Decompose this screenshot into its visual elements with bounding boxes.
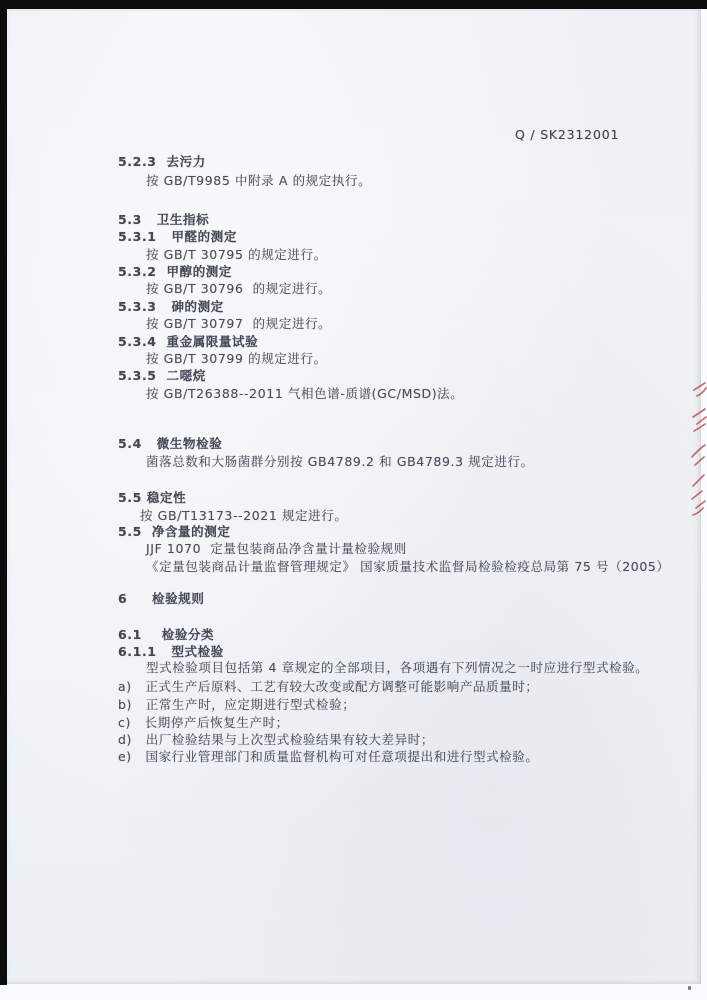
clause-5-3-5-heading: 5.3.5 二噁烷 — [118, 368, 206, 383]
list-item-a: a) 正式生产后原料、工艺有较大改变或配方调整可能影响产品质量时； — [118, 679, 539, 694]
clause-6-1-heading: 6.1 检验分类 — [118, 627, 215, 642]
clause-5-3-4-heading: 5.3.4 重金属限量试验 — [118, 334, 259, 349]
clause-5-4-body: 菌落总数和大肠菌群分别按 GB4789.2 和 GB4789.3 规定进行。 — [146, 454, 534, 469]
chapter-6-heading: 6 检验规则 — [118, 591, 205, 606]
clause-5-3-2-heading: 5.3.2 甲醇的测定 — [118, 264, 232, 279]
scan-frame-left — [0, 0, 7, 985]
clause-5-5-net-content-ref1: JJF 1070 定量包装商品净含量计量检验规则 — [146, 541, 407, 556]
clause-5-3-3-body: 按 GB/T 30797 的规定进行。 — [146, 316, 332, 331]
red-ink-handwriting-annotation — [689, 381, 707, 521]
clause-5-3-1-body: 按 GB/T 30795 的规定进行。 — [146, 247, 327, 262]
clause-5-3-1-heading: 5.3.1 甲醛的测定 — [118, 229, 237, 244]
clause-5-2-3-heading: 5.2.3 去污力 — [118, 154, 206, 169]
document-page — [7, 9, 701, 984]
list-item-d: d) 出厂检验结果与上次型式检验结果有较大差异时； — [118, 732, 434, 747]
clause-5-3-4-body: 按 GB/T 30799 的规定进行。 — [146, 351, 327, 366]
doc-code: Q / SK2312001 — [515, 127, 620, 142]
clause-5-3-heading: 5.3 卫生指标 — [118, 212, 210, 227]
list-item-b: b) 正常生产时，应定期进行型式检验； — [118, 697, 356, 712]
list-item-e: e) 国家行业管理部门和质量监督机构可对任意项提出和进行型式检验。 — [118, 749, 539, 764]
clause-5-4-heading: 5.4 微生物检验 — [118, 436, 223, 451]
clause-5-5-stability-body: 按 GB/T13173--2021 规定进行。 — [140, 508, 348, 523]
scan-speck — [688, 986, 691, 990]
clause-5-3-5-body: 按 GB/T26388--2011 气相色谱-质谱(GC/MSD)法。 — [146, 386, 464, 401]
clause-6-1-1-intro: 型式检验项目包括第 4 章规定的全部项目，各项遇有下列情况之一时应进行型式检验。 — [146, 660, 649, 675]
clause-5-5-stability-heading: 5.5 稳定性 — [118, 490, 187, 505]
clause-5-2-3-body: 按 GB/T9985 中附录 A 的规定执行。 — [146, 173, 372, 188]
clause-6-1-1-heading: 6.1.1 型式检验 — [118, 644, 224, 659]
clause-5-3-2-body: 按 GB/T 30796 的规定进行。 — [146, 281, 332, 296]
clause-5-5-net-content-heading: 5.5 净含量的测定 — [118, 524, 231, 539]
clause-5-3-3-heading: 5.3.3 砷的测定 — [118, 299, 224, 314]
scan-frame-top — [0, 0, 707, 9]
list-item-c: c) 长期停产后恢复生产时； — [118, 715, 289, 730]
clause-5-5-net-content-ref2: 《定量包装商品计量监督管理规定》 国家质量技术监督局检验检疫总局第 75 号（2005） — [146, 559, 670, 574]
